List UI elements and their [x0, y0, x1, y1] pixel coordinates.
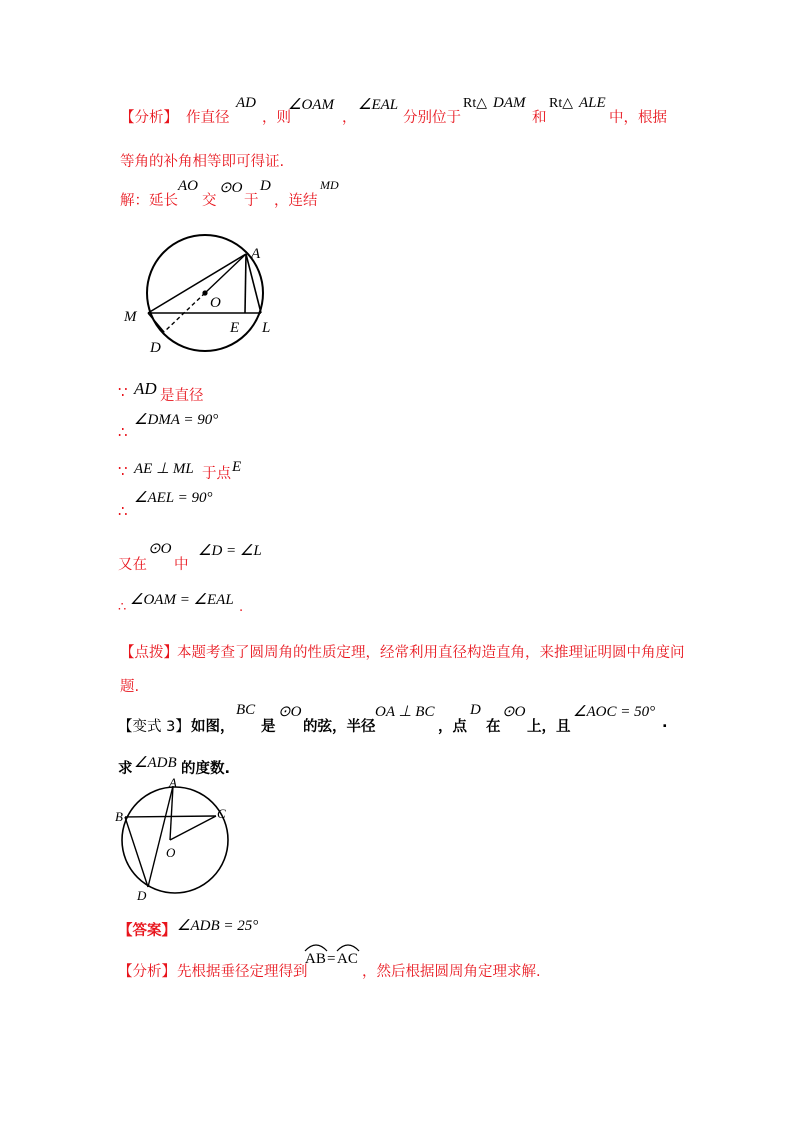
math-aoc: ∠AOC = 50°: [573, 704, 656, 720]
math-d-eq-l: ∠D = ∠L: [198, 543, 262, 559]
math-d: D: [470, 702, 481, 718]
solution-text: 解：延长: [120, 193, 178, 209]
therefore-symbol: ∴: [118, 600, 127, 615]
math-ad: AD: [236, 95, 256, 111]
analysis-text: 作直径: [186, 110, 230, 126]
math-bc: BC: [236, 702, 256, 718]
math-rt: Rt△: [463, 96, 487, 111]
label-m: M: [124, 309, 137, 325]
analysis-text: 先根据垂径定理得到: [177, 964, 308, 980]
analysis-text: 中，根据: [609, 110, 667, 126]
math-ad: AD: [134, 379, 157, 398]
because-symbol: ∵: [118, 383, 128, 401]
analysis-text: ，则: [262, 110, 291, 126]
chord-bc: [125, 816, 216, 817]
label-l: L: [262, 320, 271, 336]
math-rt: Rt△: [549, 96, 573, 111]
math-circle-o: ⊙O: [148, 541, 172, 557]
circle-o: [122, 787, 228, 893]
question-text: 的弦，半径: [303, 719, 376, 735]
math-oam-eq-eal: ∠OAM = ∠EAL: [130, 592, 234, 608]
segment-ma: [148, 254, 246, 313]
center-point-o: [202, 290, 207, 295]
comment-text: 本题考查了圆周角的性质定理，经常利用直径构造直角，来推理证明圆中角度问: [177, 645, 685, 661]
label-c: C: [217, 806, 226, 821]
math-ao: AO: [178, 178, 198, 194]
solution-text: 交: [202, 193, 217, 209]
question-text: 是: [261, 719, 276, 735]
analysis-text: 分别位于: [403, 110, 461, 126]
analysis-text-line2: 等角的补角相等即可得证.: [120, 154, 285, 170]
because-symbol: ∵: [118, 462, 128, 480]
math-e: E: [232, 459, 242, 475]
comment-text-line2: 题.: [120, 679, 140, 695]
analysis-tag: 【分析】: [120, 110, 178, 126]
label-d: D: [150, 340, 161, 356]
solution-text: 于: [244, 193, 259, 209]
math-md: MD: [320, 178, 339, 192]
answer-tag: 【答案】: [118, 923, 176, 939]
label-b: B: [115, 809, 123, 824]
period: .: [239, 600, 244, 615]
math-d: D: [260, 178, 271, 194]
math-arc-ab: AB: [305, 951, 326, 967]
segment-md: [148, 313, 164, 332]
analysis-tag: 【分析】: [118, 964, 176, 980]
question-text: 在: [486, 719, 501, 735]
variant-tag: 【变式 3】: [118, 719, 190, 735]
math-dam: DAM: [493, 95, 526, 111]
segment-ao: [205, 254, 246, 293]
label-o: O: [210, 295, 221, 311]
therefore-symbol: ∴: [118, 423, 128, 441]
question-text-line2: 求: [118, 761, 133, 777]
question-text: ，点: [438, 719, 467, 735]
label-a: A: [169, 776, 177, 790]
question-text-line2: 的度数.: [181, 761, 231, 777]
label-e: E: [230, 320, 240, 336]
comment-tag: 【点拨】: [120, 645, 178, 661]
proof-text: 又在: [118, 557, 147, 573]
math-oam: ∠OAM: [288, 97, 334, 113]
math-ale: ALE: [579, 95, 606, 111]
segment-oc: [170, 816, 216, 840]
math-equals: =: [327, 951, 336, 967]
proof-text: 是直径: [160, 388, 204, 404]
label-d: D: [137, 888, 147, 903]
figure-1-circle-diagram: [118, 228, 288, 358]
segment-ad: [148, 786, 173, 887]
proof-text: 于点: [202, 466, 231, 482]
analysis-text: ，然后根据圆周角定理求解.: [362, 964, 541, 980]
math-oa-perp-bc: OA ⊥ BC: [375, 704, 435, 720]
segment-ae: [245, 254, 246, 313]
math-adb: ∠ADB: [134, 755, 177, 771]
math-circle-o: ⊙O: [502, 704, 526, 720]
math-circle-o: ⊙O: [278, 704, 302, 720]
therefore-symbol: ∴: [118, 502, 128, 520]
math-dma: ∠DMA = 90°: [134, 412, 219, 428]
label-a: A: [251, 246, 261, 262]
math-eal: ∠EAL: [358, 97, 399, 113]
question-text: 上，且: [527, 719, 571, 735]
proof-text: 中: [174, 557, 189, 573]
math-circle-o: ⊙O: [219, 180, 243, 196]
math-ael: ∠AEL = 90°: [134, 490, 213, 506]
math-ae-perp-ml: AE ⊥ ML: [134, 461, 194, 477]
analysis-text: ，: [342, 110, 357, 126]
solution-text: ，连结: [274, 193, 318, 209]
question-text: 如图，: [191, 719, 235, 735]
label-o: O: [166, 845, 176, 860]
question-text: .: [662, 715, 668, 731]
math-arc-ac: AC: [337, 951, 358, 967]
analysis-text: 和: [532, 110, 547, 126]
math-adb-answer: ∠ADB = 25°: [177, 918, 259, 934]
figure-2-circle-diagram: [112, 776, 242, 906]
